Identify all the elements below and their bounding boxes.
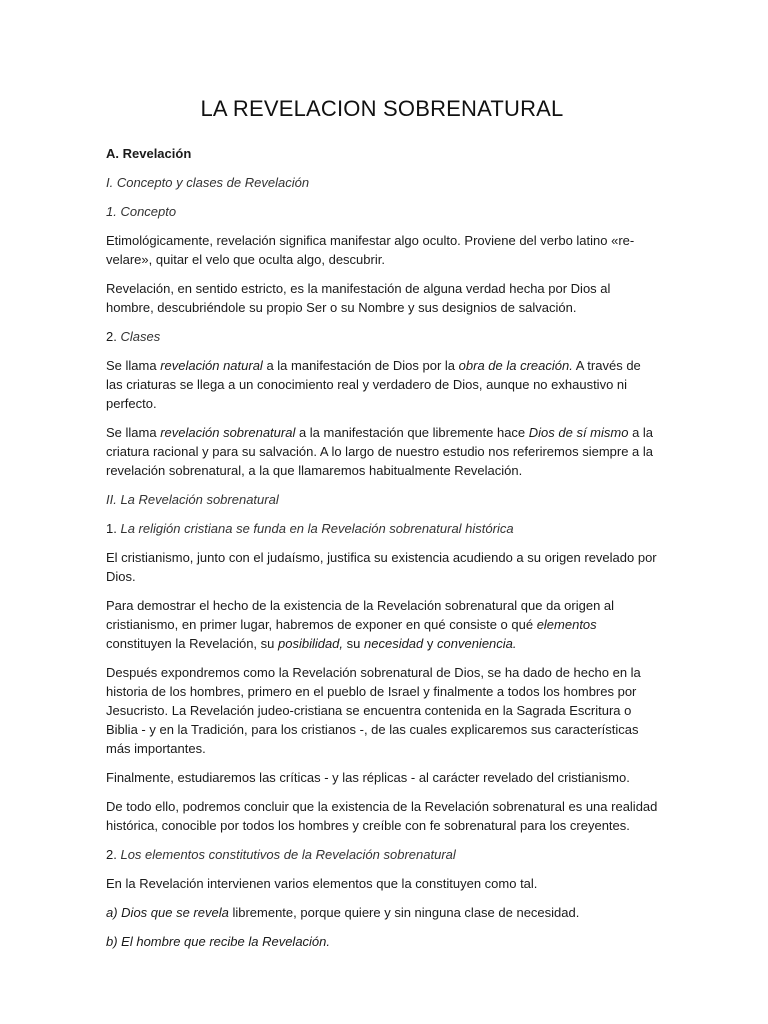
text-run: libremente, porque quiere y sin ninguna clase de necesidad. bbox=[228, 905, 580, 920]
term-obra-creacion: obra de la creación. bbox=[458, 358, 573, 373]
text-run: Se llama bbox=[106, 425, 161, 440]
heading-num: 1. bbox=[106, 521, 117, 536]
paragraph-despues: Después expondremos como la Revelación sobrenatural de Dios, se ha dado de hecho en la historia de los hombres, primero en el pueblo de Israel y finalmente a todos los hombres por Jesucristo. La Revelación judeo-cristiana se encuentra contenida en la Sagrada Escritura o Biblia - y en la Tradición, para los cristianos -, de las cuales explicaremos sus características más importantes. bbox=[106, 665, 641, 756]
paragraph-revelacion-natural bbox=[106, 356, 658, 413]
heading-clases-num: 2. bbox=[106, 329, 117, 344]
term-necesidad: necesidad bbox=[364, 636, 424, 651]
heading-concepto: 1. Concepto bbox=[106, 204, 177, 219]
paragraph-finalmente: Finalmente, estudiaremos las críticas - y las réplicas - al carácter revelado del cristianismo. bbox=[106, 770, 630, 785]
list-item-a bbox=[106, 903, 658, 922]
heading-text: La religión cristiana se funda en la Revelación sobrenatural histórica bbox=[120, 521, 514, 536]
text-run: a la criatura racional y para su salvación. A lo largo de nuestro estudio nos referiremos siempre a la revelación sobrenatural, a la que llamaremos habitualmente Revelación. bbox=[106, 425, 654, 478]
paragraph-conclusion: De todo ello, podremos concluir que la existencia de la Revelación sobrenatural es una realidad histórica, conocible por todos los hombres y creíble con fe sobrenatural para los creyentes. bbox=[106, 799, 658, 833]
text-run: Para demostrar el hecho de la existencia de la Revelación sobrenatural que da origen al cristianismo, en primer lugar, habremos de exponer en qué consiste o qué bbox=[106, 598, 615, 632]
heading-clases-text: Clases bbox=[120, 329, 161, 344]
term-revelacion-sobrenatural: revelación sobrenatural bbox=[160, 425, 296, 440]
item-a-term: a) Dios que se revela bbox=[106, 905, 229, 920]
text-run: su bbox=[343, 636, 364, 651]
heading-clases bbox=[106, 327, 658, 346]
paragraph-elementos: En la Revelación intervienen varios elementos que la constituyen como tal. bbox=[106, 876, 538, 891]
page-title: LA REVELACION SOBRENATURAL bbox=[200, 96, 564, 121]
list-item-b: b) El hombre que recibe la Revelación. bbox=[106, 934, 331, 949]
text-run: y bbox=[423, 636, 438, 651]
heading-a: A. Revelación bbox=[106, 146, 192, 161]
paragraph-demostrar bbox=[106, 596, 658, 653]
paragraph-cristianismo: El cristianismo, junto con el judaísmo, justifica su existencia acudiendo a su origen revelado por Dios. bbox=[106, 550, 657, 584]
text-run: Se llama bbox=[106, 358, 161, 373]
heading-religion-cristiana bbox=[106, 519, 658, 538]
term-elementos: elementos bbox=[536, 617, 597, 632]
term-posibilidad: posibilidad, bbox=[277, 636, 344, 651]
heading-revelacion-sobrenatural: II. La Revelación sobrenatural bbox=[106, 492, 279, 507]
paragraph-revelacion-sobrenatural bbox=[106, 423, 658, 480]
text-run: a la manifestación de Dios por la bbox=[262, 358, 459, 373]
heading-text: Los elementos constitutivos de la Revelación sobrenatural bbox=[120, 847, 456, 862]
term-revelacion-natural: revelación natural bbox=[160, 358, 263, 373]
term-dios-de-si-mismo: Dios de sí mismo bbox=[528, 425, 629, 440]
paragraph-etimologia: Etimológicamente, revelación significa manifestar algo oculto. Proviene del verbo latino «re-velare», quitar el velo que oculta algo, descubrir. bbox=[106, 233, 635, 267]
text-run: a la manifestación que libremente hace bbox=[295, 425, 529, 440]
text-run: constituyen la Revelación, su bbox=[106, 636, 278, 651]
text-run: A través de las criaturas se llega a un conocimiento real y verdadero de Dios, aunque no exhaustivo ni perfecto. bbox=[106, 358, 641, 411]
heading-concepto-clases: I. Concepto y clases de Revelación bbox=[106, 175, 310, 190]
term-conveniencia: conveniencia. bbox=[437, 636, 517, 651]
heading-num: 2. bbox=[106, 847, 117, 862]
heading-elementos bbox=[106, 845, 658, 864]
paragraph-revelacion: Revelación, en sentido estricto, es la manifestación de alguna verdad hecha por Dios al hombre, descubriéndole su propio Ser o su Nombre y sus designios de salvación. bbox=[106, 281, 611, 315]
